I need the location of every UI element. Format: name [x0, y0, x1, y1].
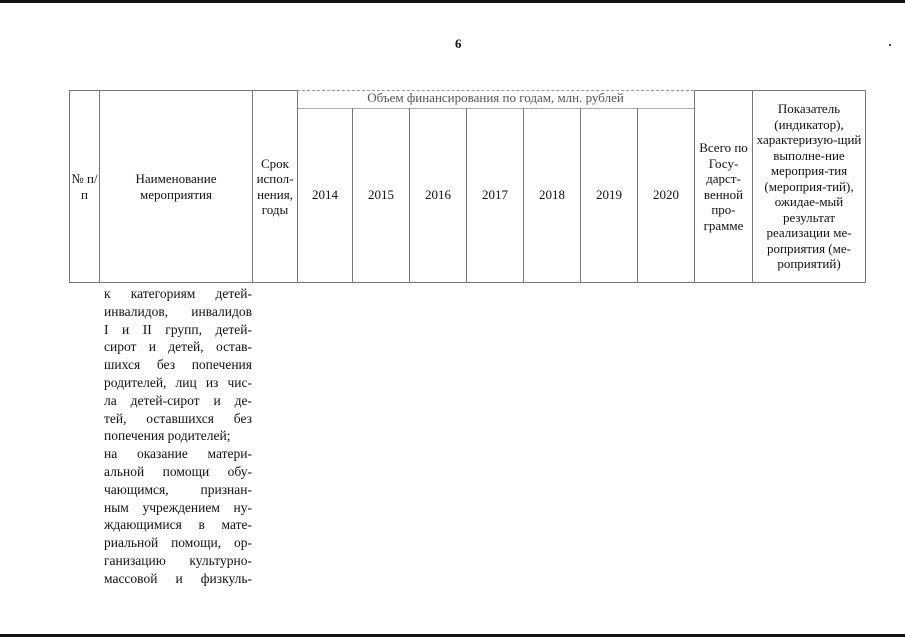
text-line: ганизацию культурно- — [104, 552, 252, 568]
text-line: I и II групп, детей- — [104, 321, 252, 337]
header-year-2019: 2019 — [580, 108, 638, 283]
scan-edge-top — [0, 0, 905, 3]
header-year-2017: 2017 — [466, 108, 524, 283]
text-line: на оказание матери- — [104, 446, 252, 462]
header-year-2014: 2014 — [297, 108, 353, 283]
text-line: к категориям детей- — [104, 286, 252, 301]
page-number: 6 — [455, 36, 462, 51]
text-line: родителей, лиц из чис- — [104, 374, 252, 390]
header-year-2015: 2015 — [352, 108, 410, 283]
header-year-2018: 2018 — [523, 108, 581, 283]
text-line: чающимся, признан- — [104, 481, 252, 497]
text-line: массовой и физкуль- — [104, 570, 252, 586]
scan-speck — [889, 44, 891, 46]
header-year-2016: 2016 — [409, 108, 467, 283]
header-funding-group: Объем финансирования по годам, млн. рублей — [297, 90, 694, 109]
header-indicator: Показатель (индикатор), характеризую-щий выполне-ние мероприя-тия (мероприя-тий), ожидае-мый результат реализации ме-роприятия (ме-роприятий) — [752, 90, 866, 283]
text-line: ла детей-сирот и де- — [104, 392, 252, 408]
text-line: риальной помощи, ор- — [104, 535, 252, 551]
text-line: ным учреждением ну- — [104, 499, 252, 515]
scan-edge-bottom — [0, 634, 905, 637]
header-number: № п/п — [69, 90, 100, 283]
text-line: попечения родителей; — [104, 428, 231, 444]
text-line: тей, оставшихся без — [104, 410, 252, 426]
header-name: Наименование мероприятия — [99, 90, 253, 283]
text-line: альной помощи обу- — [104, 463, 252, 479]
text-line: ждающимися в мате- — [104, 517, 252, 533]
text-line: сирот и детей, остав- — [104, 339, 252, 355]
header-total: Всего по Госу-дарст-венной про-грамме — [694, 90, 753, 283]
activity-description — [104, 285, 252, 588]
header-term: Срок испол-нения, годы — [252, 90, 298, 283]
header-year-2020: 2020 — [637, 108, 695, 283]
text-line: шихся без попечения — [104, 357, 252, 373]
text-line: инвалидов, инвалидов — [104, 303, 252, 319]
